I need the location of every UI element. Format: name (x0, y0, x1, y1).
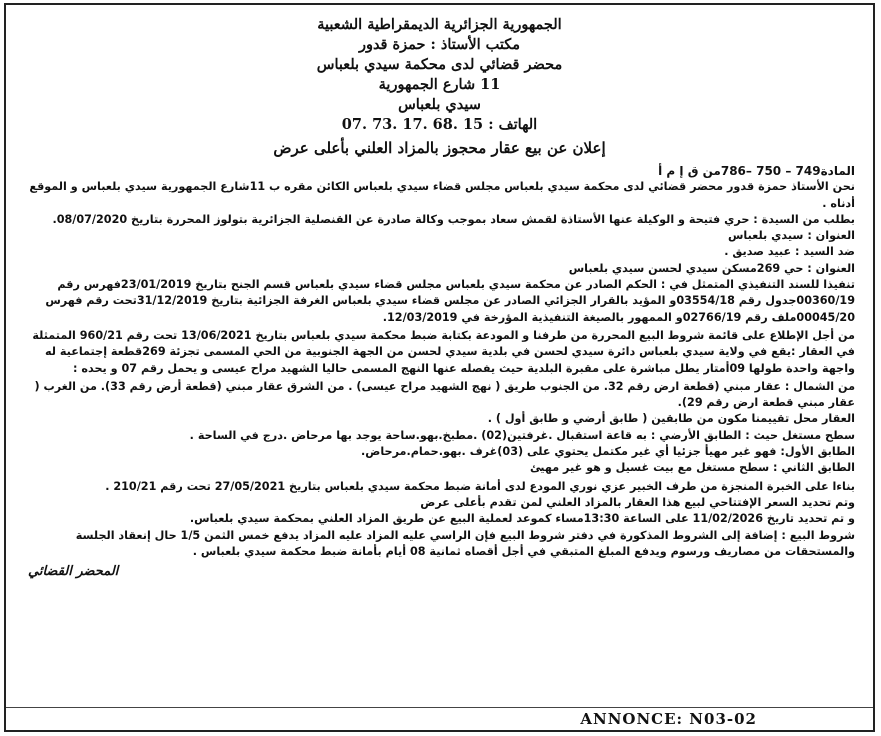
second-floor-description: الطابق الثاني : سطح مستغل مع بيت غسيل و هو غير مهيئ (530, 461, 855, 475)
execution-paragraph: تنفيذا للسند التنفيذي المتمثل في : الحكم الصادر عن محكمة سيدي بلعباس مجلس قضاء سيدي بلعباس قسم الجنح بتاريخ 23/01/2019فهرس رقم 00360/19جدول رقم 03554/18و المؤيد بالقرار الجزائي الصادر عن مجلس قضاء سيدي بلعباس الغرفة الجزائية بتاريخ 31/12/2019تحت رقم فهرس 00045/20ملف رقم 02766/19و الممهور بالصيغة التنفيذية المؤرخة في 12/03/2019. (45, 278, 855, 324)
defendant-name: ضد السيد : عبيد صديق . (724, 245, 855, 259)
article-reference: المادة749 – 750 –786من ق إ م أ (658, 164, 855, 178)
property-description: العقار محل تقييمنا مكون من طابقين ( طابق أرضي و طابق أول ) . (487, 412, 855, 426)
letterhead (6, 15, 873, 159)
bailiff-signature: المحضر القضائي (28, 564, 119, 580)
first-floor-description: الطابق الأول: فهو غير مهيأ جزئيا أي غير مكتمل يحتوي على (03)غرف .بهو.حمام.مرحاض. (361, 445, 855, 459)
conditions-paragraph: من أجل الإطلاع على قائمة شروط البيع المحررة من طرفنا و المودعة بكتابة ضبط محكمة سيدي بلعباس بتاريخ 13/06/2021 تحت رقم 960/21 المتمثلة في العقار :يقع في ولاية سيدي بلعباس دائرة سيدي لحسن في بلدية سيدي لحسن من الجهة الجنوبية من الحي المسمى تجزئة 269قطعة إجتماعية له واجهة واحدة طولها 09أمتار يطل مباشرة على مقبرة البلدية حيث يفصله عنها النهج المسمى حاليا الشهيد مراح عيسى و يحمل رقم 07 و يحده : (32, 328, 855, 375)
announce-number: ANNONCE: N03-02 (574, 710, 763, 728)
requester-paragraph: بطلب من السيدة : حري فتيحة و الوكيلة عنها الأستاذة لقمش سعاد بموجب وكالة صادرة عن القنصلية الجزائرية بتولوز المحررة بتاريخ 08/07/2020. (52, 212, 855, 226)
intro-paragraph: نحن الأستاذ حمزة قدور محضر قضائي لدى محكمة سيدي بلعباس مجلس قضاء سيدي بلعباس الكائن مقره ب 11شارع الجمهورية سيدي بلعباس و الموقع أدناه . (29, 180, 855, 210)
republic-title: الجمهورية الجزائرية الديمقراطية الشعبية (317, 16, 562, 33)
street-address: 11 شارع الجمهورية (378, 76, 501, 93)
opening-price-paragraph: وتم تحديد السعر الإفتتاحي لبيع هذا العقار بالمزاد العلني لمن تقدم بأعلى عرض (420, 495, 855, 509)
city-name: سيدي بلعباس (398, 96, 481, 113)
ground-floor-description: سطح مستغل حيث : الطابق الأرضي : به قاعة استقبال .غرفتين(02) .مطبخ.بهو.ساحة يوجد بها مرحاض .درج في الساحة . (189, 428, 855, 442)
requester-address: العنوان : سيدي بلعباس (727, 229, 855, 243)
office-name: مكتب الأستاذ : حمزة قدور (358, 36, 521, 53)
announcement-body (6, 159, 873, 560)
phone-number: الهاتف : 15 .68 .17 .73 .07 (341, 116, 538, 133)
bounds-paragraph: من الشمال : عقار مبني (قطعة ارض رقم 32. من الجنوب طريق ( نهج الشهيد مراح عيسى) . من الشرق عقار مبني (قطعة أرض رقم 33). من الغرب ( عقار مبني قطعة ارض رقم 29). (34, 379, 855, 410)
expert-paragraph: بناءا على الخبرة المنجزة من طرف الخبير عزي نوري المودع لدى أمانة ضبط محكمة سيدي بلعباس بتاريخ 27/05/2021 تحت رقم 210/21 . (105, 479, 855, 493)
announcement-title: إعلان عن بيع عقار محجوز بالمزاد العلني بأعلى عرض (273, 139, 606, 157)
defendant-address: العنوان : حي 269مسكن سيدي لحسن سيدي بلعباس (568, 261, 855, 275)
sale-terms-paragraph: شروط البيع : إضافة إلى الشروط المذكورة في دفتر شروط البيع فإن الراسي عليه المزاد عليه المزاد يدفع خمس الثمن 1/5 حال إنعقاد الجلسة والمستحقات من مصاريف ورسوم ويدفع المبلغ المتبقي في أجل أقصاه ثمانية 08 أيام بأمانة ضبط محكمة سيدي بلعباس . (75, 528, 855, 558)
sale-date-paragraph: و تم تحديد تاريخ 11/02/2026 على الساعة 13:30مساء كموعد لعملية البيع عن طريق المزاد العلني بمحكمة سيدي بلعباس. (189, 512, 855, 526)
court-name: محضر قضائي لدى محكمة سيدي بلعباس (316, 56, 563, 73)
footer-divider (6, 707, 873, 708)
announcement-frame (4, 3, 875, 732)
